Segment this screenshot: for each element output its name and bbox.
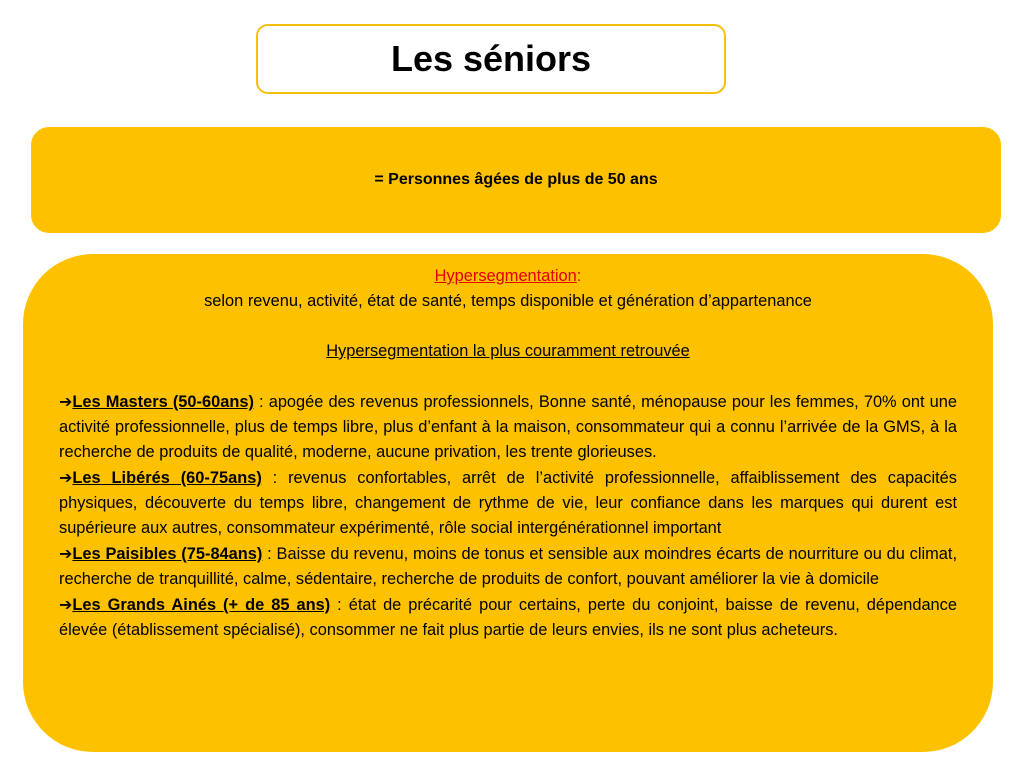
arrow-right-icon: ➔ bbox=[59, 544, 73, 563]
segment-name: Les Masters (50-60ans) bbox=[72, 393, 254, 411]
slide-title: Les séniors bbox=[390, 38, 592, 79]
hypersegmentation-criteria: selon revenu, activité, état de santé, temps disponible et génération d’appartenance bbox=[204, 292, 812, 310]
segment-name: Les Grands Ainés (+ de 85 ans) bbox=[72, 596, 331, 614]
hypersegmentation-header bbox=[59, 264, 957, 289]
segment-description: : revenus confortables, arrêt de l’activité professionnelle, affaiblissement des capacités physiques, découverte du temps libre, changement de rythme de vie, leur confiance dans les marques qui durent est supérieure aux autres, consommateur expérimenté, rôle social intergénérationnel important bbox=[59, 469, 957, 537]
common-segmentation-title-line bbox=[59, 339, 957, 364]
spacer bbox=[59, 364, 957, 389]
segment-description: : Baisse du revenu, moins de tonus et sensible aux moindres écarts de nourriture ou du climat, recherche de tranquillité, calme, sédentaire, recherche de produits de confort, pouvant améliorer la vie à domicile bbox=[59, 545, 957, 588]
arrow-right-icon: ➔ bbox=[59, 595, 73, 614]
spacer bbox=[59, 314, 957, 339]
segment-item bbox=[59, 389, 957, 465]
segment-description: : apogée des revenus professionnels, Bonne santé, ménopause pour les femmes, 70% ont une activité professionnelle, plus de temps libre, plus d’enfant à la maison, consommateur qui a connu l’arrivée de la GMS, à la recherche de produits de qualité, moderne, aucune privation, les trente glorieuses. bbox=[59, 393, 957, 461]
definition-box bbox=[31, 127, 1001, 233]
segment-name: Les Paisibles (75-84ans) bbox=[72, 545, 263, 563]
segment-description: : état de précarité pour certains, perte du conjoint, baisse de revenu, dépendance élevée (établissement spécialisé), consommer ne fait plus partie de leurs envies, ils ne sont plus acheteurs. bbox=[59, 596, 957, 639]
segment-item bbox=[59, 592, 957, 643]
segment-item bbox=[59, 541, 957, 592]
arrow-right-icon: ➔ bbox=[59, 392, 73, 411]
hypersegmentation-heading: Hypersegmentation bbox=[434, 267, 577, 285]
segments-box bbox=[23, 254, 993, 752]
segment-item bbox=[59, 465, 957, 541]
common-segmentation-title: Hypersegmentation la plus couramment retrouvée bbox=[326, 342, 690, 360]
hypersegmentation-colon: : bbox=[576, 267, 582, 285]
segment-name: Les Libérés (60-75ans) bbox=[72, 469, 262, 487]
title-box bbox=[256, 24, 726, 94]
definition-text: = Personnes âgées de plus de 50 ans bbox=[374, 171, 658, 188]
arrow-right-icon: ➔ bbox=[59, 468, 73, 487]
